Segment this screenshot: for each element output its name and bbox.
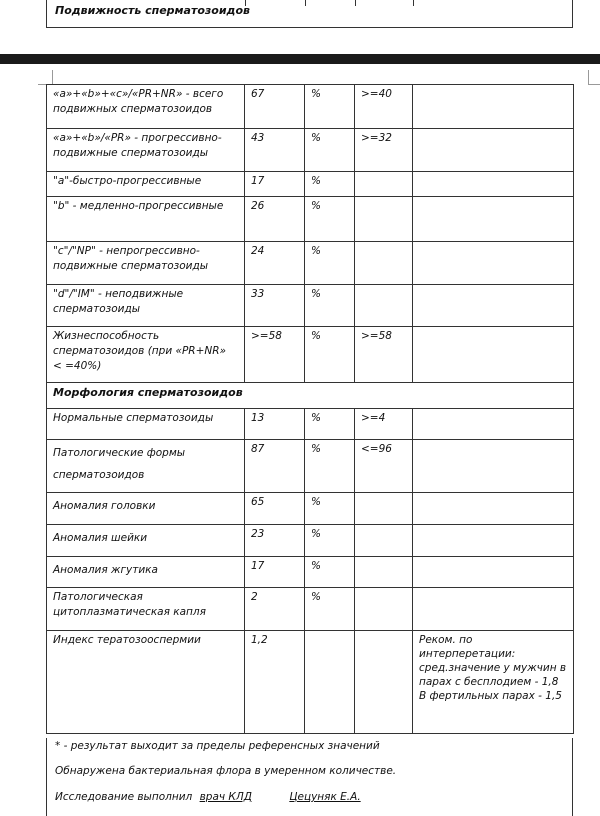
row-unit: %: [305, 409, 355, 440]
row-unit: %: [305, 85, 355, 129]
row-reference: [355, 631, 413, 734]
row-value: 67: [245, 85, 305, 129]
row-value: 33: [245, 285, 305, 327]
row-value: 1,2: [245, 631, 305, 734]
row-unit: %: [305, 557, 355, 588]
row-unit: %: [305, 588, 355, 631]
row-name: "b" - медленно-прогрессивные: [47, 197, 245, 242]
row-reference: >=4: [355, 409, 413, 440]
row-reference: [355, 242, 413, 285]
row-reference: >=58: [355, 327, 413, 383]
table-row: [47, 285, 574, 327]
row-unit: %: [305, 242, 355, 285]
row-note: [413, 327, 574, 383]
column-divider: [413, 0, 414, 6]
row-name: «a»+«b»+«c»/«PR+NR» - всего подвижных сперматозоидов: [47, 85, 245, 129]
row-unit: %: [305, 493, 355, 525]
row-name: "d"/"IM" - неподвижные сперматозоиды: [47, 285, 245, 327]
row-name: "a"-быстро-прогрессивные: [47, 172, 245, 197]
row-reference: [355, 588, 413, 631]
row-value: 2: [245, 588, 305, 631]
row-value: 23: [245, 525, 305, 557]
row-name: «a»+«b»/«PR» - прогрессивно-подвижные сперматозоиды: [47, 129, 245, 172]
row-reference: [355, 172, 413, 197]
row-note: [413, 440, 574, 493]
crop-mark: [38, 70, 53, 85]
crop-mark: [588, 70, 600, 85]
row-reference: [355, 493, 413, 525]
row-value: >=58: [245, 327, 305, 383]
column-divider: [305, 0, 306, 6]
table-row: [47, 129, 574, 172]
table-row: [47, 588, 574, 631]
row-unit: %: [305, 525, 355, 557]
table-row: [47, 557, 574, 588]
flora-note: Обнаружена бактериальная флора в умеренном количестве.: [55, 765, 397, 777]
report-footer: [46, 738, 573, 816]
row-note: [413, 197, 574, 242]
table-row: [47, 242, 574, 285]
column-divider: [355, 0, 356, 6]
row-unit: %: [305, 172, 355, 197]
results-table: [46, 84, 574, 734]
row-name: Индекс тератозооспермии: [47, 631, 245, 734]
row-unit: %: [305, 285, 355, 327]
section-title-morphology: Морфология сперматозоидов: [47, 383, 574, 409]
row-unit: %: [305, 440, 355, 493]
row-value: 87: [245, 440, 305, 493]
table-row: [47, 493, 574, 525]
row-unit: %: [305, 327, 355, 383]
performed-by: [55, 791, 361, 803]
row-unit: %: [305, 129, 355, 172]
row-note: Реком. по интерперетации: сред.значение у мужчин в парах с бесплодием - 1,8 В фертильных парах - 1,5: [413, 631, 574, 734]
row-note: [413, 129, 574, 172]
table-row: [47, 197, 574, 242]
row-name: Нормальные сперматозоиды: [47, 409, 245, 440]
table-row: [47, 85, 574, 129]
table-row: [47, 440, 574, 493]
row-reference: >=40: [355, 85, 413, 129]
doctor-role: врач КЛД: [199, 791, 252, 803]
row-reference: [355, 525, 413, 557]
performed-label: Исследование выполнил: [55, 791, 193, 803]
row-name: Аномалия шейки: [47, 525, 245, 557]
row-name: Патологические формы сперматозоидов: [47, 440, 245, 493]
section-row: [47, 383, 574, 409]
table-row-index: [47, 631, 574, 734]
table-row: [47, 172, 574, 197]
row-value: 17: [245, 557, 305, 588]
row-value: 65: [245, 493, 305, 525]
row-unit: %: [305, 197, 355, 242]
row-value: 13: [245, 409, 305, 440]
page-break-bar: [0, 54, 600, 64]
page-gap: [0, 28, 600, 54]
table-row: [47, 525, 574, 557]
row-reference: [355, 285, 413, 327]
row-reference: <=96: [355, 440, 413, 493]
row-name: "c"/"NP" - непрогрессивно-подвижные сперматозоиды: [47, 242, 245, 285]
table-row: [47, 327, 574, 383]
row-value: 24: [245, 242, 305, 285]
row-note: [413, 242, 574, 285]
row-unit: [305, 631, 355, 734]
row-note: [413, 409, 574, 440]
doctor-name: Цецуняк Е.А.: [289, 791, 361, 803]
asterisk-note: * - результат выходит за пределы референсных значений: [55, 740, 380, 752]
row-note: [413, 285, 574, 327]
row-name: Аномалия жгутика: [47, 557, 245, 588]
row-value: 26: [245, 197, 305, 242]
row-note: [413, 525, 574, 557]
row-note: [413, 172, 574, 197]
row-name: Патологическая цитоплазматическая капля: [47, 588, 245, 631]
row-reference: >=32: [355, 129, 413, 172]
row-note: [413, 85, 574, 129]
row-name: Жизнеспособность сперматозоидов (при «PR+NR» < =40%): [47, 327, 245, 383]
row-value: 17: [245, 172, 305, 197]
table-row: [47, 409, 574, 440]
row-note: [413, 588, 574, 631]
row-name: Аномалия головки: [47, 493, 245, 525]
section-title-motility: Подвижность сперматозоидов: [55, 4, 250, 17]
row-note: [413, 557, 574, 588]
row-value: 43: [245, 129, 305, 172]
row-reference: [355, 557, 413, 588]
previous-table-fragment: [46, 0, 573, 28]
row-reference: [355, 197, 413, 242]
row-note: [413, 493, 574, 525]
